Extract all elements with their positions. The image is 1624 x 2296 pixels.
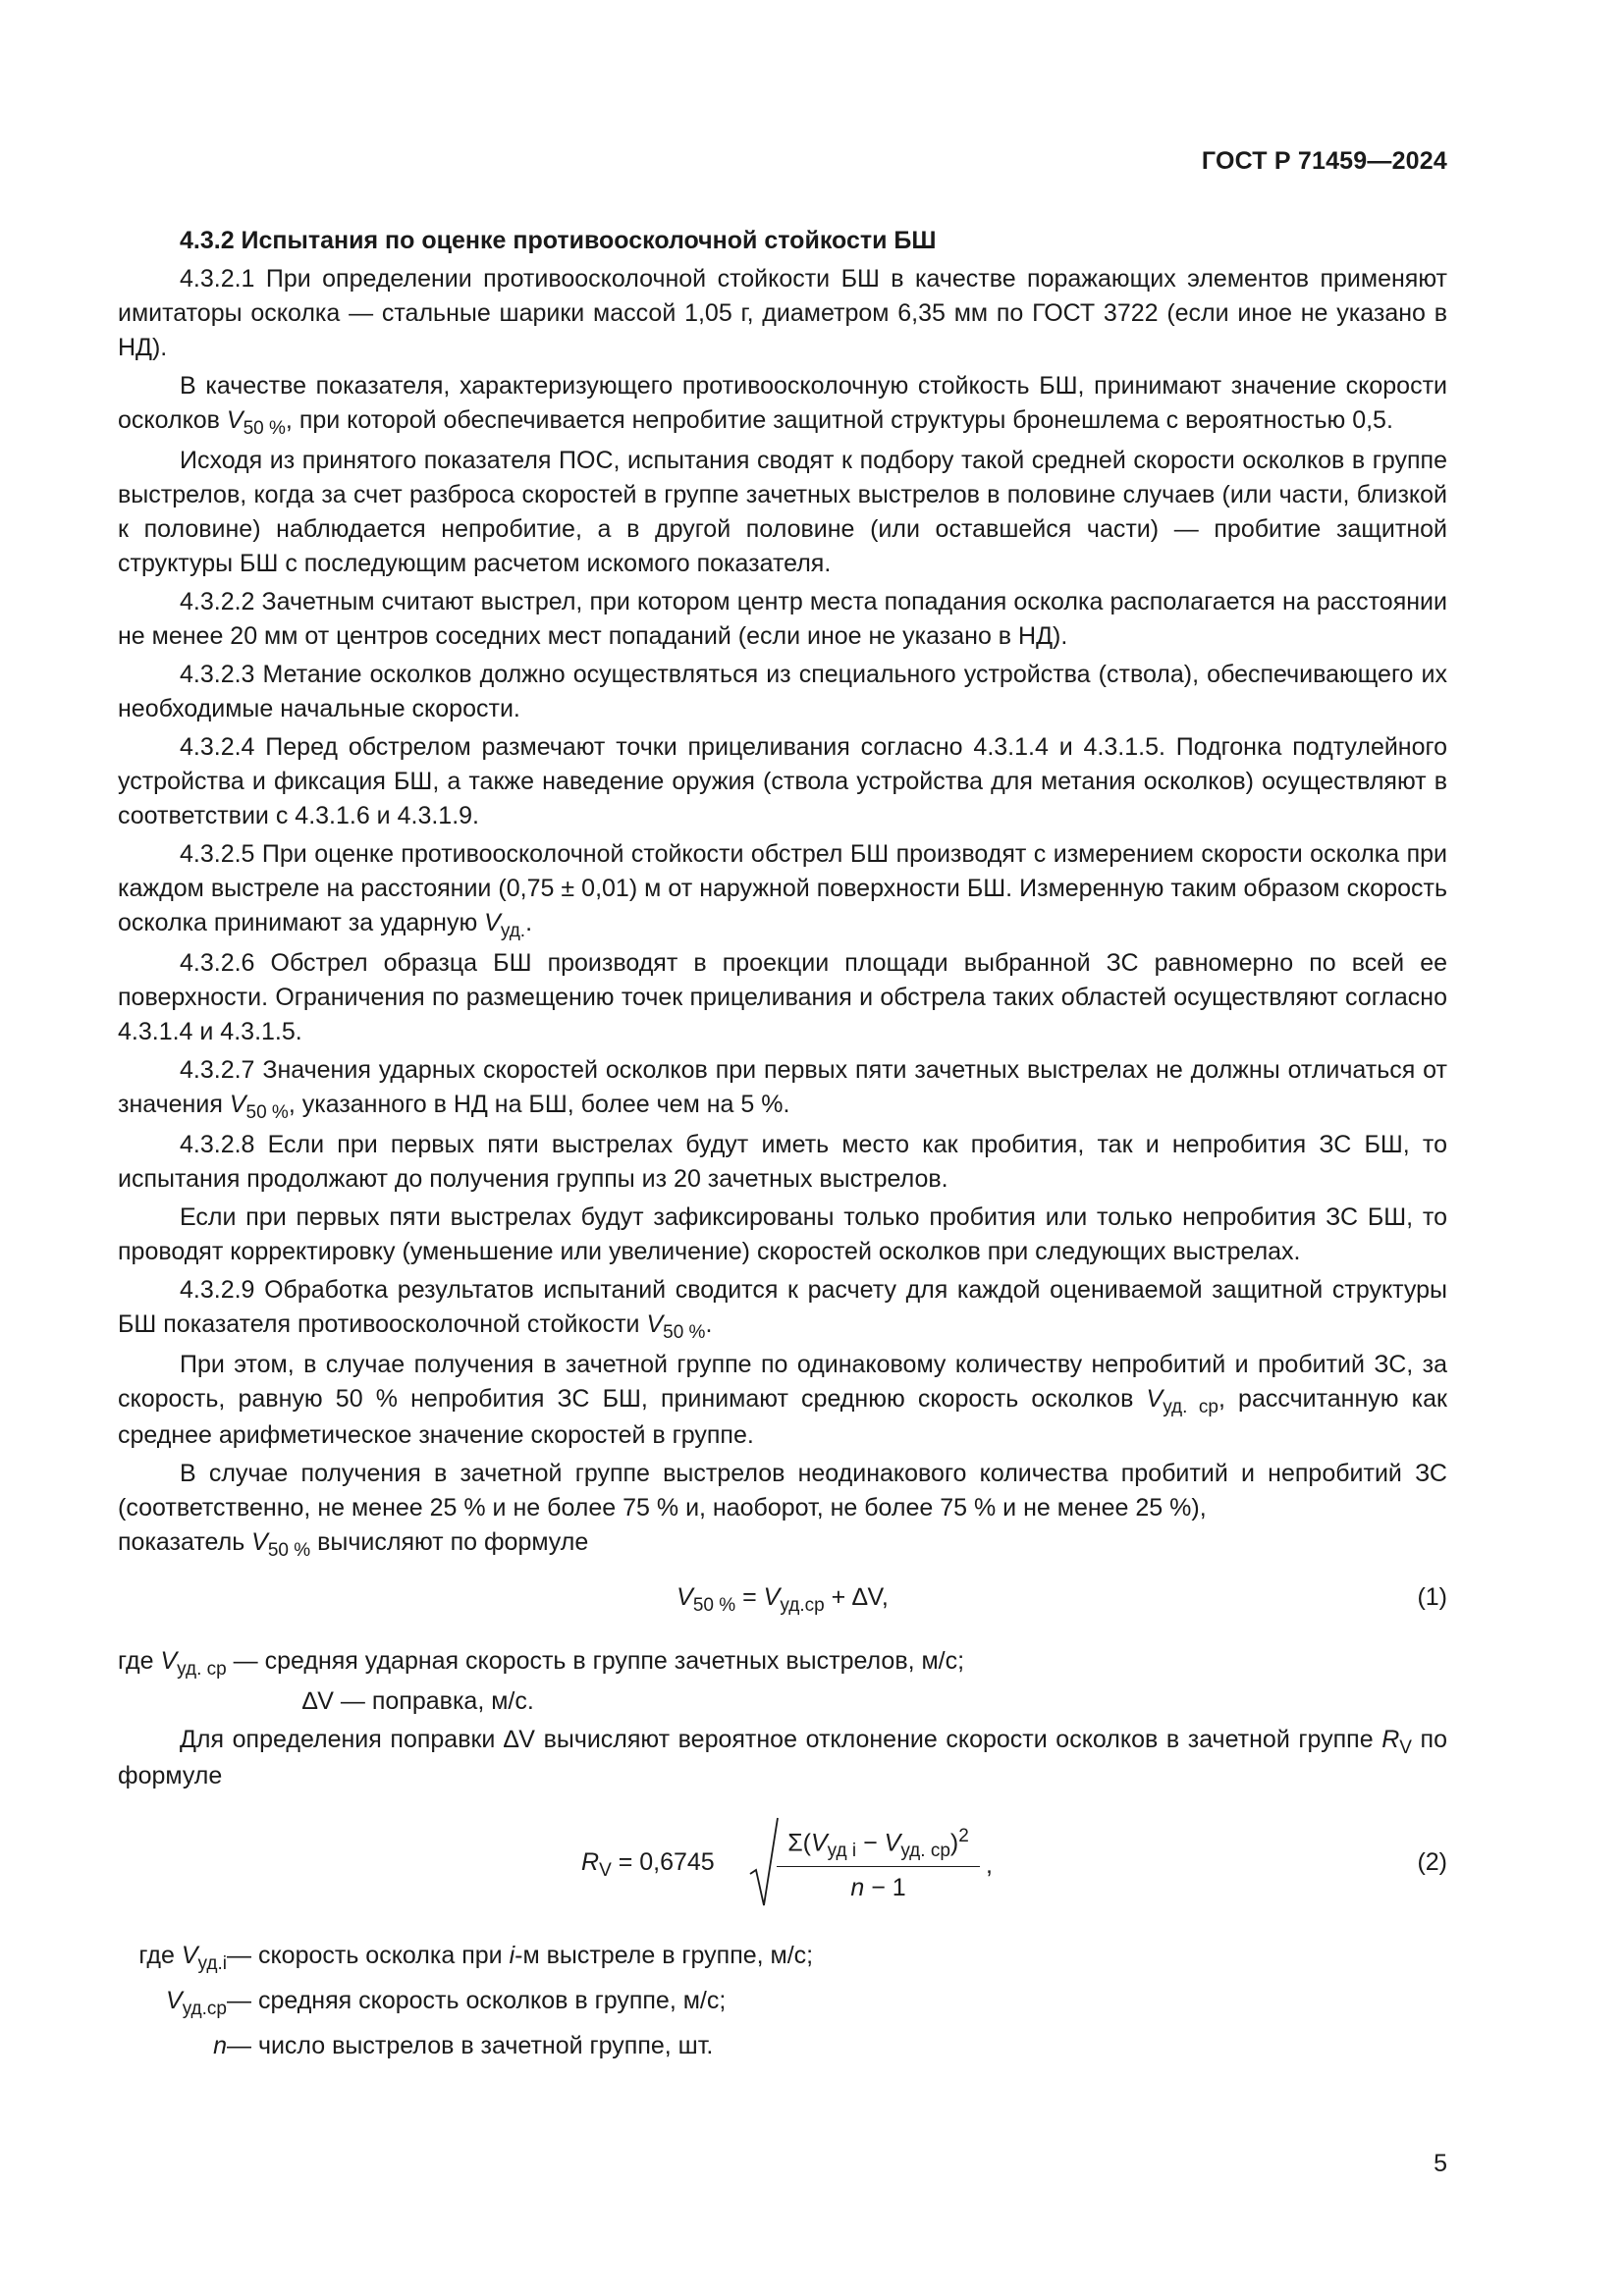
paragraph-4-3-2-8: 4.3.2.8 Если при первых пяти выстрелах будут иметь место как пробития, так и непробития ЗС БШ, то испытания продолжают до получения группы из 20 зачетных выстрелов. [118,1131,1447,1193]
formula-2-comma: , [986,1851,993,1879]
formula-1 [118,1575,1447,1621]
page-number: 5 [1434,2150,1447,2177]
paragraph-correction: Если при первых пяти выстрелах будут зафиксированы только пробития или только непробития ЗС БШ, то проводят корректировку (уменьшение или увеличение) скоростей осколков при следующих выстрелах. [118,1203,1447,1265]
paragraph-correction-intro: Для определения поправки ∆V вычисляют вероятное отклонение скорости осколков в зачетной группе $R_V$ по формуле [118,1726,1447,1789]
formula-1-expression: $V_{50 \%} = V_{уд.ср} + \Delta V$, [677,1583,889,1616]
paragraph-formula-intro: показатель $V_{50 \%}$ вычисляют по формуле [118,1528,589,1561]
fraction-numerator: $\Sigma(V_{уд i} - V_{уд. ср})^2$ [777,1819,980,1867]
where-2-line-2: $V_{уд.ср}$ — средняя скорость осколков в группе, м/с; [166,1987,727,2019]
paragraph-pos: Исходя из принятого показателя ПОС, испытания сводят к подбору такой средней скорости осколков в группе выстрелов, когда за счет разброса скоростей в группе зачетных выстрелов в половине случаев (или части, близкой к половине) наблюдается непробитие, а в другой половине (или оставшейся части) — пробитие защитной структуры БШ с последующим расчетом искомого показателя. [118,447,1447,577]
paragraph-4-3-2-3: 4.3.2.3 Метание осколков должно осуществляться из специального устройства (ствола), обеспечивающего их необходимые начальные скорости. [118,661,1447,722]
document-body [118,224,1447,2074]
document-header: ГОСТ Р 71459—2024 [1201,147,1447,175]
paragraph-equal-count: При этом, в случае получения в зачетной группе по одинаковому количеству непробитий и пробитий ЗС, за скорость, равную 50 % непробития ЗС БШ, принимают среднюю скорость осколков $V_{уд. ср}$, рассчитанную как среднее арифметическое значение скоростей в группе. [118,1351,1447,1449]
fraction-denominator: n − 1 [850,1874,906,1902]
sqrt-sign [749,1817,779,1907]
where-1-line-2: ∆V — поправка, м/с. [302,1687,534,1715]
paragraph-unequal-count: В случае получения в зачетной группе выстрелов неодинакового количества пробитий и непробитий ЗС (соответственно, не менее 25 % и не более 75 % и, наоборот, не более 75 % и не менее 25 %), [118,1460,1447,1522]
paragraph-4-3-2-9: 4.3.2.9 Обработка результатов испытаний сводится к расчету для каждой оцениваемой защитной структуры БШ показателя противоосколочной стойкости $V_{50 \%}$. [118,1276,1447,1343]
formula-2-lhs: $R_V = 0,6745$ [581,1848,715,1881]
paragraph-4-3-2-1: 4.3.2.1 При определении противоосколочной стойкости БШ в качестве поражающих элементов применяют имитаторы осколка — стальные шарики массой 1,05 г, диаметром 6,35 мм по ГОСТ 3722 (если иное не указано в НД). [118,265,1447,361]
formula-2-number: (2) [1417,1848,1447,1876]
formula-2-fraction [777,1819,980,1905]
section-heading: 4.3.2 Испытания по оценке противоосколочной стойкости БШ [180,227,937,254]
formula-1-number: (1) [1417,1583,1447,1611]
where-2-line-1: где $V_{уд.i}$ — скорость осколка при i-м выстреле в группе, м/с; [138,1942,814,1974]
paragraph-4-3-2-2: 4.3.2.2 Зачетным считают выстрел, при котором центр места попадания осколка располагается на расстоянии не менее 20 мм от центров соседних мест попаданий (если иное не указано в НД). [118,588,1447,650]
where-2-line-3: n — число выстрелов в зачетной группе, шт. [213,2032,714,2059]
paragraph-4-3-2-7: 4.3.2.7 Значения ударных скоростей осколков при первых пяти зачетных выстрелах не должны отличаться от значения $V_{50 \%}$, указанного в НД на БШ, более чем на 5 %. [118,1056,1447,1123]
paragraph-indicator: В качестве показателя, характеризующего противоосколочную стойкость БШ, принимают значение скорости осколков $V_{50 \%}$, при которой обеспечивается непробитие защитной структуры бронешлема с вероятностью 0,5. [118,372,1447,439]
paragraph-4-3-2-4: 4.3.2.4 Перед обстрелом размечают точки прицеливания согласно 4.3.1.4 и 4.3.1.5. Подгонка подтулейного устройства и фиксация БШ, а также наведение оружия (ствола устройства для метания осколков) осуществляют в соответствии с 4.3.1.6 и 4.3.1.9. [118,733,1447,829]
paragraph-4-3-2-5: 4.3.2.5 При оценке противоосколочной стойкости обстрел БШ производят с измерением скорости осколка при каждом выстреле на расстоянии (0,75 ± 0,01) м от наружной поверхности БШ. Измеренную таким образом скорость осколка принимают за ударную $V_{уд.}$. [118,840,1447,941]
where-1-line-1: где $V_{уд. ср}$ — средняя ударная скорость в группе зачетных выстрелов, м/с; [118,1647,965,1680]
formula-2 [118,1809,1447,1917]
paragraph-4-3-2-6: 4.3.2.6 Обстрел образца БШ производят в проекции площади выбранной ЗС равномерно по всей ее поверхности. Ограничения по размещению точек прицеливания и обстрела таких областей осуществляют согласно 4.3.1.4 и 4.3.1.5. [118,949,1447,1045]
